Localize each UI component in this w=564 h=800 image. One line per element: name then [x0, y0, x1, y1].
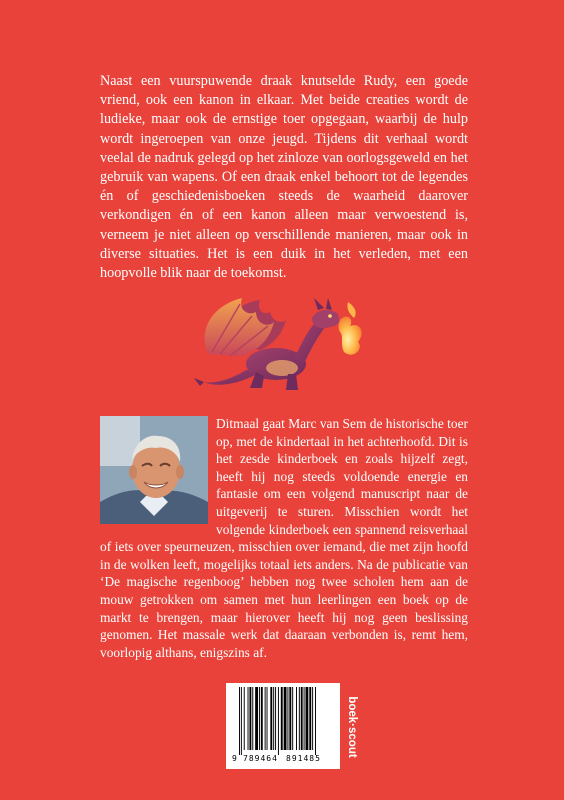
author-bio-text: Ditmaal gaat Marc van Sem de historische toer op, met de kindertaal in het achterhoofd. Dit is het zesde kinderboek en zoals hijzelf zegt, heeft hij nog steeds voldoende energie en fantasie om een volgend manuscript naar de uitgeverij te sturen. Misschien wordt het volgende kinderboek een spannend reisverhaal of iets over speurneuzen, misschien over iemand, die met zijn hoofd in de wolken leeft, mogelijks totaal iets anders. Na de publicatie van ‘De magische regenboog’ hebben nog twee scholen hem aan de mouw getrokken om samen met hun leerlingen een boek op de markt te brengen, maar hierover heeft hij nog geen beslissing genomen. Het massale werk dat daaraan verbonden is, remt hem, voorlopig althans, enigszins af. [100, 416, 468, 660]
barcode-bar [309, 687, 311, 750]
barcode-left-digits: 789464 [243, 754, 278, 763]
barcode-bar [281, 687, 283, 750]
barcode-bar [249, 687, 251, 750]
barcode-bar [255, 687, 258, 750]
barcode-bar [252, 687, 253, 750]
blurb-text: Naast een vuurspuwende draak knutselde Rudy, een goede vriend, ook een kanon in elkaar. Met beide creaties wordt de ludieke, maar ook de ernstige toer opgegaan, waarbij de hulp wordt ingeroepen van onze jeugd. Tijdens dit verhaal wordt veelal de nadruk gelegd op het zinloze van oorlogsgeweld en het gebruik van wapens. Of een draak enkel behoort tot de legendes én of geschiedenisboeken steeds de waarheid daarover verkondigen én of een kanon alleen maar verwoestend is, verneem je niet alleen op verschillende manieren, maar ook in diverse situaties. Het is een duik in het verleden, met een hoopvolle blik naar de toekomst. [100, 73, 468, 282]
dragon-illustration [190, 292, 370, 394]
barcode-bar [273, 687, 274, 750]
barcode-bar [275, 687, 276, 750]
photo-spacer [100, 415, 216, 525]
barcode-bar [299, 687, 300, 750]
barcode-bar [265, 687, 266, 750]
barcode-bar [270, 687, 272, 750]
barcode-first-digit: 9 [232, 754, 237, 763]
barcode-bar [287, 687, 288, 750]
barcode-bar [284, 687, 287, 750]
barcode-bar [304, 687, 305, 750]
publisher-logo [345, 680, 359, 774]
barcode-bar [312, 687, 313, 750]
barcode-bar [315, 687, 316, 755]
barcode-bar [296, 687, 297, 750]
barcode-bar [244, 687, 245, 750]
barcode-bar [306, 687, 309, 750]
publisher-name: boek·scout [346, 696, 358, 758]
isbn-barcode [226, 683, 340, 769]
barcode-bars [231, 687, 335, 755]
barcode-bar [241, 687, 242, 755]
back-cover-blurb [100, 72, 468, 283]
barcode-bar [292, 687, 293, 750]
barcode-bar [248, 687, 249, 750]
barcode-bar [301, 687, 303, 750]
author-bio [100, 415, 468, 661]
barcode-bar [239, 687, 240, 755]
barcode-bar [267, 687, 268, 750]
barcode-bar [261, 687, 263, 750]
barcode-bar [259, 687, 260, 750]
barcode-right-digits: 891485 [286, 754, 321, 763]
barcode-bar [278, 687, 279, 755]
barcode-bar [289, 687, 291, 750]
